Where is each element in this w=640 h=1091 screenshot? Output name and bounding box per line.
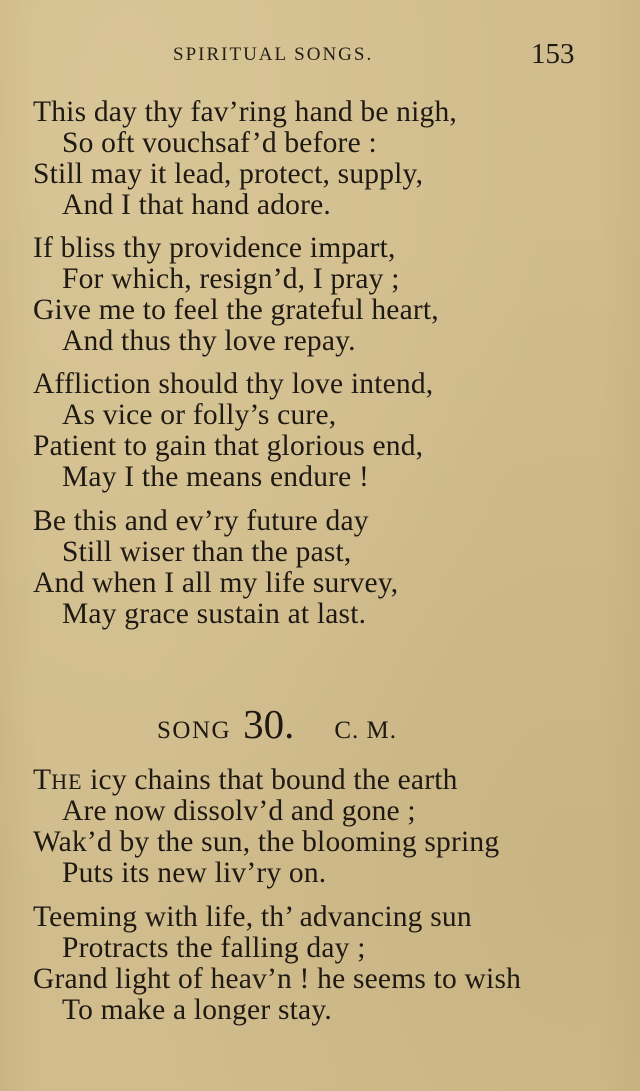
verse-line: For which, resign’d, I pray ;	[62, 263, 400, 295]
verse-line: If bliss thy providence impart,	[33, 232, 396, 264]
verse-line: Grand light of heav’n ! he seems to wish	[33, 963, 522, 995]
verse-line: Patient to gain that glorious end,	[33, 430, 424, 462]
verse-line: And thus thy love repay.	[62, 325, 356, 357]
verse-line: And I that hand adore.	[62, 189, 331, 221]
verse-line: Give me to feel the grateful heart,	[33, 294, 439, 326]
verse-line: And when I all my life survey,	[33, 567, 399, 599]
page-number: 153	[531, 38, 575, 70]
verse-line: To make a longer stay.	[62, 994, 332, 1026]
verse-line: Still wiser than the past,	[62, 536, 352, 568]
verse-line: So oft vouchsaf’d before :	[62, 127, 377, 159]
verse-line-text: icy chains that bound the earth	[90, 764, 458, 796]
verse-line: Puts its new liv’ry on.	[62, 857, 327, 889]
initial-smallcaps: HE	[51, 769, 83, 794]
verse-line: May I the means endure !	[62, 461, 370, 493]
verse-line: Protracts the falling day ;	[62, 932, 366, 964]
song-heading	[157, 700, 397, 748]
verse-line	[33, 765, 458, 797]
song-label: SONG	[157, 717, 232, 744]
verse-line: Be this and ev’ry future day	[33, 505, 369, 537]
verse-line: Affliction should thy love intend,	[33, 368, 434, 400]
song-meter: C. M.	[334, 717, 397, 744]
verse-line: Wak’d by the sun, the blooming spring	[33, 826, 500, 858]
verse-line: As vice or folly’s cure,	[62, 399, 337, 431]
verse-line: Still may it lead, protect, supply,	[33, 158, 424, 190]
verse-line: Are now dissolv’d and gone ;	[62, 795, 416, 827]
verse-line: This day thy fav’ring hand be nigh,	[33, 96, 458, 128]
song-number: 30.	[243, 701, 295, 747]
verse-line: Teeming with life, th’ advancing sun	[33, 901, 472, 933]
initial-cap: T	[33, 764, 52, 796]
running-title: SPIRITUAL SONGS.	[173, 44, 374, 65]
verse-line: May grace sustain at last.	[62, 598, 367, 630]
